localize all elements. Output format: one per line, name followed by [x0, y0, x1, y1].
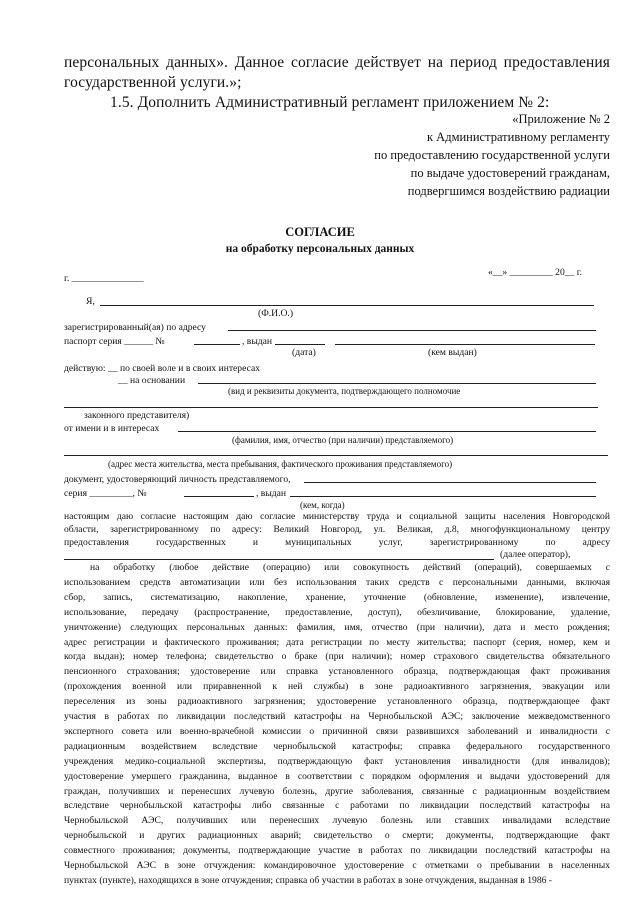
document-subtitle: на обработку персональных данных: [225, 243, 415, 255]
basis-doc-caption: (вид и реквизиты документа, подтверждающего полномочие: [228, 386, 461, 396]
address-caption: (адрес места жительства, места пребывания, фактического проживания представляемого): [108, 459, 453, 469]
legal-representative-caption: законного представителя): [84, 410, 190, 421]
body-line: участия в работах по ликвидации последствий катастрофы на Чернобыльской АЭС; заключение межведомственного: [64, 711, 610, 722]
fio-caption: (Ф.И.О.): [258, 308, 294, 319]
series-label: серия _________, №: [64, 488, 147, 499]
issued-by-underline[interactable]: [335, 335, 595, 345]
id-doc-label: документ, удостоверяющий личность представляемого,: [64, 474, 291, 485]
document-title: СОГЛАСИЕ: [285, 225, 355, 239]
basis-underline[interactable]: [198, 374, 596, 384]
body-line: пунктах (пункте), находящихся в зоне отчуждения; справка об участии в работах в зоне отчуждения, выданная в 1986 -: [64, 874, 553, 886]
body-line: на обработку (любое действие (операцию) или совокупность действий (операций), совершаемых с: [90, 562, 610, 573]
body-line: (прохождения военной или приравненной к ней службы) в зоне радиоактивного загрязнения, эвакуации или: [64, 681, 610, 693]
operator-address-underline[interactable]: [64, 550, 494, 560]
appendix-header-2: к Административному регламенту: [426, 130, 610, 144]
appendix-header-5: подвергшимся воздействию радиации: [407, 184, 610, 198]
when-caption: (кем, когда): [300, 500, 345, 510]
body-line: Чернобыльской АЭС, получивших или перенесших лучевую болезнь или ставших инвалидами вследствие: [64, 815, 610, 827]
body-line: вследствие чернобыльской катастрофы либо связанные с работами по ликвидации последствий катастрофы на: [64, 800, 610, 812]
doc-issued-underline[interactable]: [290, 487, 596, 497]
body-line: пенсионного страхования; удостоверение или справка установленного образца, подтверждающая факт проживания: [64, 666, 610, 678]
consent-line-3: предоставления государственных и муниципальных услуг, зарегистрированному по адресу: [64, 537, 610, 548]
body-line: чернобыльской и других радиационных аварий; свидетельство о смерти; документы, подтверждающие факт: [64, 830, 610, 842]
operator-label: (далее оператор),: [500, 549, 571, 560]
body-line: совместного проживания; документы, подтверждающие участие в работах по ликвидации последствий катастрофы на: [64, 845, 610, 857]
represented-caption: (фамилия, имя, отчество (при наличии) представляемого): [232, 435, 454, 445]
body-line: учреждения медико-социальной экспертизы, подтверждающую факт установления инвалидности (для инвалидов);: [64, 755, 610, 767]
intro-line-3: 1.5. Дополнить Административный регламент приложением № 2:: [110, 94, 550, 111]
basis-underline-2[interactable]: [64, 398, 598, 408]
issued-by-caption: (кем выдан): [428, 347, 477, 358]
date-field[interactable]: «__» _________ 20__ г.: [488, 267, 582, 278]
body-line: граждан, получивших и перенесших лучевую болезнь, другие заболевания, связанные с радиационным воздействием: [64, 785, 610, 797]
body-line: переселения из зоны радиоактивного загрязнения; удостоверение установленного образца, подтверждающее факт: [64, 696, 610, 708]
registered-underline[interactable]: [228, 321, 596, 331]
id-doc-underline[interactable]: [304, 473, 596, 483]
consent-line-2: области, зарегистрированному по адресу: Великий Новгород, ул. Великая, д.8, многофункциональному центру: [64, 524, 610, 535]
city-field[interactable]: г. _______________: [64, 273, 144, 284]
body-line: сбор, запись, систематизацию, накопление, хранение, уточнение (обновление, изменение), извлечение,: [64, 591, 610, 603]
on-behalf-label: от имени и в интересах: [64, 423, 160, 434]
body-line: Чернобыльской АЭС в зоне отчуждения: командировочное удостоверение с отметками о пребывании в населенных: [64, 860, 610, 871]
issue-date-underline[interactable]: [275, 335, 325, 345]
body-line: использование, передачу (распространение, предоставление, доступ), обезличивание, блокирование, удаление,: [64, 606, 610, 618]
represented-underline[interactable]: [178, 422, 596, 432]
appendix-header-1: «Приложение № 2: [512, 112, 610, 126]
body-line: экспертного совета или военно-врачебной комиссии о причинной связи развившихся заболеваний и инвалидности с: [64, 725, 610, 737]
acting-own-will[interactable]: действую: __ по своей воле и в своих интересах: [64, 363, 261, 374]
body-line: когда выдан); номер телефона; свидетельство о браке (при наличии); номер страхового свидетельства обязательного: [64, 651, 610, 663]
consent-line-1: настоящим даю согласие настоящим даю согласие министерству труда и социальной защиты населения Новгородской: [64, 511, 610, 522]
issued2-label: , выдан: [256, 488, 287, 499]
passport-number-underline[interactable]: [194, 335, 240, 345]
ya-label: Я,: [86, 296, 95, 307]
appendix-header-4: по выдаче удостоверений гражданам,: [410, 166, 610, 180]
passport-series-label: паспорт серия ______ №: [64, 336, 165, 347]
body-line: уничтожение) следующих персональных данных: фамилия, имя, отчество (при наличии), дата и место рождения;: [64, 621, 610, 633]
appendix-header-3: по предоставлению государственной услуги: [374, 148, 610, 162]
address-underline[interactable]: [64, 446, 608, 456]
body-line: использованием средств автоматизации или без использования таких средств с персональными данными, включая: [64, 576, 610, 588]
body-line: радиационным воздействием вследствие чернобыльской катастрофы; справка федерального государственного: [64, 740, 610, 752]
intro-line-2: государственной услуги.»;: [64, 74, 242, 91]
intro-line-1: персональных данных». Данное согласие действует на период предоставления: [64, 54, 610, 71]
issued-label: , выдан: [242, 336, 273, 347]
fio-underline[interactable]: [100, 296, 594, 306]
acting-on-basis[interactable]: __ на основании: [118, 375, 186, 386]
body-line: адрес регистрации и фактического проживания; дата регистрации по месту жительства; паспорт (серия, номер, кем и: [64, 636, 610, 648]
date-caption: (дата): [292, 347, 316, 358]
doc-number-underline[interactable]: [184, 487, 254, 497]
body-line: удостоверение умершего гражданина, выданное в соответствии с порядком оформления и выдачи удостоверений для: [64, 770, 610, 782]
registered-label: зарегистрированный(ая) по адресу: [64, 322, 206, 333]
